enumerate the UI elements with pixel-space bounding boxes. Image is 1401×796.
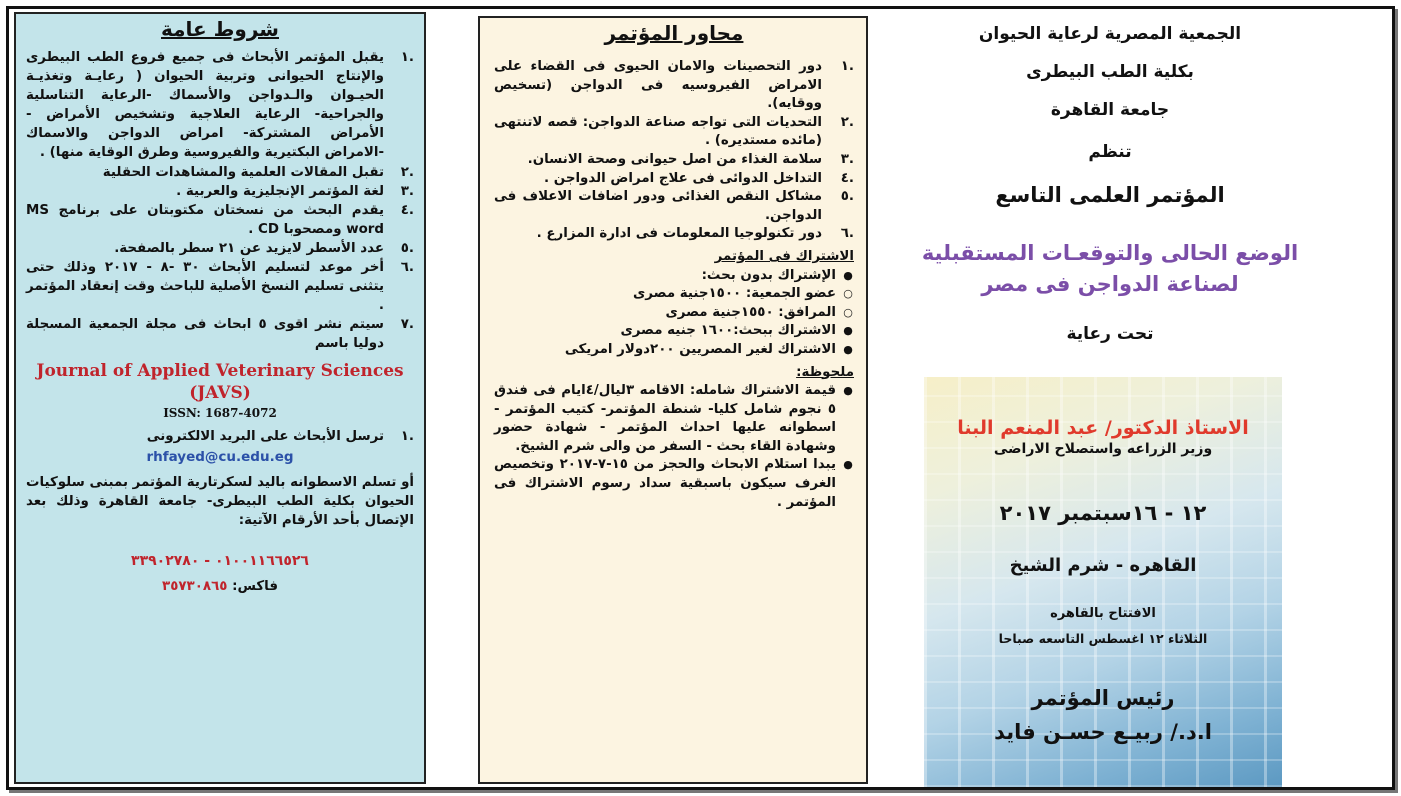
- organization-name: الجمعية المصرية لرعاية الحيوان: [978, 24, 1242, 44]
- subscription-item: [494, 341, 854, 360]
- rule-item-marker: .٢: [400, 164, 414, 180]
- chair-title: رئيس المؤتمر: [1031, 686, 1175, 710]
- rule-item-text: يقدم البحث من نسختان مكتوبتان على برنامج MS word ومصحوبا CD .: [26, 202, 384, 237]
- delivery-paragraph: أو تسلم الاسطوانه باليد لسكرتارية المؤتمر بمبنى سلوكيات الحيوان بكلية الطب البيطرى- جامعة القاهرة وذلك بعد الإتصال بأحد الأرقام الآتية:: [26, 474, 414, 528]
- rule-item: [26, 315, 414, 353]
- rule-item: [26, 163, 414, 182]
- notes-list: [494, 382, 854, 512]
- topic-item-marker: .٦: [840, 226, 854, 242]
- rule-item-text: يقبل المؤتمر الأبحاث فى جميع فروع الطب البيطرى والإنتاج الحيوانى وتربية الحيوان ( رعايـة وتغذيـة الحيـوان والـدواجن والأسماك -الرعاية التناسلية والجراحية- الرعاية العلاجية وتشخيص الأمراض - الأمراض المشتركة- امراض الدواجن والاسماك -الامراض البكتيرية والفيروسية وطرق الوقاية منها) .: [26, 50, 384, 161]
- rule-item-marker: .٣: [400, 183, 414, 199]
- rule-item: [26, 182, 414, 201]
- subscription-item-marker: ●: [843, 324, 853, 338]
- subscription-item-marker: ○: [843, 287, 853, 301]
- send-text: ترسل الأبحاث على البريد الالكترونى: [146, 428, 384, 444]
- subscription-item-text: الاشتراك ببحث:١٦٠٠ جنيه مصرى: [620, 323, 836, 339]
- conference-topics-panel: [478, 16, 868, 784]
- subscription-item: [494, 322, 854, 341]
- subscription-item-text: الإشتراك بدون بحث:: [701, 267, 836, 283]
- topic-item-marker: .١: [840, 59, 854, 74]
- topic-item-text: سلامة الغذاء من اصل حيوانى وصحة الانسان.: [527, 151, 822, 167]
- rule-item: [26, 239, 414, 258]
- topic-item-marker: .٣: [840, 151, 854, 167]
- rule-item-marker: .١: [400, 50, 414, 65]
- rule-item-text: سيتم نشر اقوى ٥ ابحاث فى مجلة الجمعية المسجلة دوليا باسم: [26, 317, 384, 352]
- minister-name: الاستاذ الدكتور/ عبد المنعم البنا: [957, 417, 1249, 439]
- topic-item-marker: .٢: [840, 114, 854, 130]
- conference-place: القاهره - شرم الشيخ: [1009, 555, 1197, 576]
- note-item-marker: ●: [843, 458, 853, 472]
- minister-title: وزير الزراعه واستصلاح الاراضى: [993, 441, 1213, 457]
- subscription-item-text: عضو الجمعية: ١٥٠٠جنية مصرى: [633, 286, 836, 302]
- subscription-item: [494, 267, 854, 286]
- note-item-text: قيمة الاشتراك شامله: الاقامه ٣ليال/٤ايام فى فندق ٥ نجوم شامل كليا- شنطة المؤتمر- كتيب المؤتمر - اسطوانه عليها احداث المؤتمر - شهادة حضور وشهادة القاء بحث - السفر من والى شرم الشيخ.: [494, 383, 836, 454]
- fax-number: ٣٥٧٣٠٨٦٥: [162, 579, 228, 595]
- topic-item: [494, 170, 854, 189]
- send-number: .١: [400, 428, 414, 444]
- fax-line: [26, 577, 414, 596]
- rule-item-text: تقبل المقالات العلمية والمشاهدات الحقلية: [102, 164, 384, 180]
- rule-item-marker: .٤: [400, 202, 414, 218]
- topic-item-text: مشاكل النقص الغذائى ودور اضافات الاعلاف فى الدواجن.: [494, 189, 822, 223]
- rule-item-marker: .٥: [400, 240, 414, 256]
- note-title: ملحوظة:: [796, 364, 854, 380]
- topic-item-text: التداخل الدوائى فى علاج امراض الدواجن .: [544, 170, 822, 186]
- subscription-item-marker: ●: [843, 342, 853, 356]
- conference-dates: ١٢ - ١٦سبتمبر ٢٠١٧: [999, 501, 1207, 525]
- faculty-name: بكلية الطب البيطرى: [1026, 62, 1194, 82]
- building-photo: [924, 377, 1282, 787]
- email-link[interactable]: rhfayed@cu.edu.eg: [146, 448, 294, 465]
- subscription-item-marker: ○: [843, 305, 853, 319]
- journal-name: Journal of Applied Veterinary Sciences (JAVS): [36, 360, 404, 403]
- cover-panel: [880, 12, 1340, 784]
- subscription-item-text: الاشتراك لغير المصريين ٢٠٠دولار امريكى: [564, 341, 836, 357]
- topic-item-marker: .٥: [840, 189, 854, 205]
- university-name: جامعة القاهرة: [1050, 100, 1170, 120]
- theme-line-2: لصناعة الدواجن فى مصر: [981, 272, 1239, 296]
- topic-item: [494, 188, 854, 225]
- rule-item-text: عدد الأسطر لايزيد عن ٢١ سطر بالصفحة.: [114, 240, 384, 256]
- conference-title: المؤتمر العلمى التاسع: [995, 183, 1225, 207]
- note-item-text: يبدا استلام الابحاث والحجز من ١٥-٧-٢٠١٧ وتخصيص الغرف سيكون باسبقية سداد رسوم الاشتراك فى المؤتمر .: [494, 457, 836, 510]
- opening-date: الثلاثاء ١٢ اغسطس التاسعه صباحا: [998, 631, 1208, 646]
- send-instruction: [26, 427, 414, 446]
- theme-line-1: الوضع الحالى والتوقعـات المستقبلية: [921, 241, 1299, 265]
- subscription-item: [494, 285, 854, 304]
- rule-item-marker: .٧: [400, 317, 414, 333]
- topic-item-text: دور تكنولوجيا المعلومات فى ادارة المزارع .: [536, 226, 822, 242]
- topic-item-text: التحديات التى تواجه صناعة الدواجن: قصه لاتنتهى (مائده مستديره) .: [494, 114, 822, 149]
- rule-item-marker: .٦: [400, 260, 414, 276]
- rule-item: [26, 201, 414, 239]
- fax-label: فاكس:: [232, 579, 278, 595]
- chair-name: ا.د./ ربيـع حسـن فايد: [994, 720, 1212, 744]
- subscription-item-text: المرافق: ١٥٥٠جنية مصرى: [665, 304, 836, 320]
- note-item-marker: ●: [843, 384, 853, 398]
- subscription-title: الاشتراك فى المؤتمر: [714, 248, 854, 264]
- topic-item: [494, 114, 854, 151]
- rule-item-text: أخر موعد لتسليم الأبحاث ٣٠ -٨ - ٢٠١٧ وذلك حتى يتثنى تسليم النسخ الأصلية للباحث وقت إنعقاد المؤتمر .: [26, 260, 384, 314]
- subscription-item-marker: ●: [843, 268, 853, 282]
- topic-item-marker: .٤: [840, 170, 854, 186]
- topic-item: [494, 225, 854, 244]
- topics-list: [494, 58, 854, 244]
- topics-title: محاور المؤتمر: [604, 21, 744, 45]
- general-conditions-panel: [14, 12, 426, 784]
- patronage-label: تحت رعاية: [1066, 324, 1154, 344]
- journal-issn: ISSN: 1687-4072: [163, 405, 277, 420]
- rule-item: [26, 258, 414, 315]
- opening-label: الافتتاح بالقاهره: [1050, 606, 1156, 621]
- subscription-item: [494, 304, 854, 323]
- phone-numbers: ٠١٠٠١١٦٦٥٢٦ - ٣٣٩٠٢٧٨٠: [131, 553, 309, 570]
- note-item: [494, 456, 854, 512]
- topic-item: [494, 151, 854, 170]
- topic-item: [494, 58, 854, 114]
- rules-list: [26, 48, 414, 354]
- note-item: [494, 382, 854, 456]
- general-conditions-title: شروط عامة: [161, 17, 279, 41]
- rule-item: [26, 48, 414, 163]
- subscription-list: [494, 267, 854, 360]
- rule-item-text: لغة المؤتمر الإنجليزية والعربية .: [176, 183, 384, 199]
- organizes-label: تنظم: [1088, 142, 1132, 162]
- topic-item-text: دور التحصينات والامان الحيوى فى القضاء على الامراض الفيروسيه فى الدواجن (تسخيص ووقايه).: [494, 59, 822, 112]
